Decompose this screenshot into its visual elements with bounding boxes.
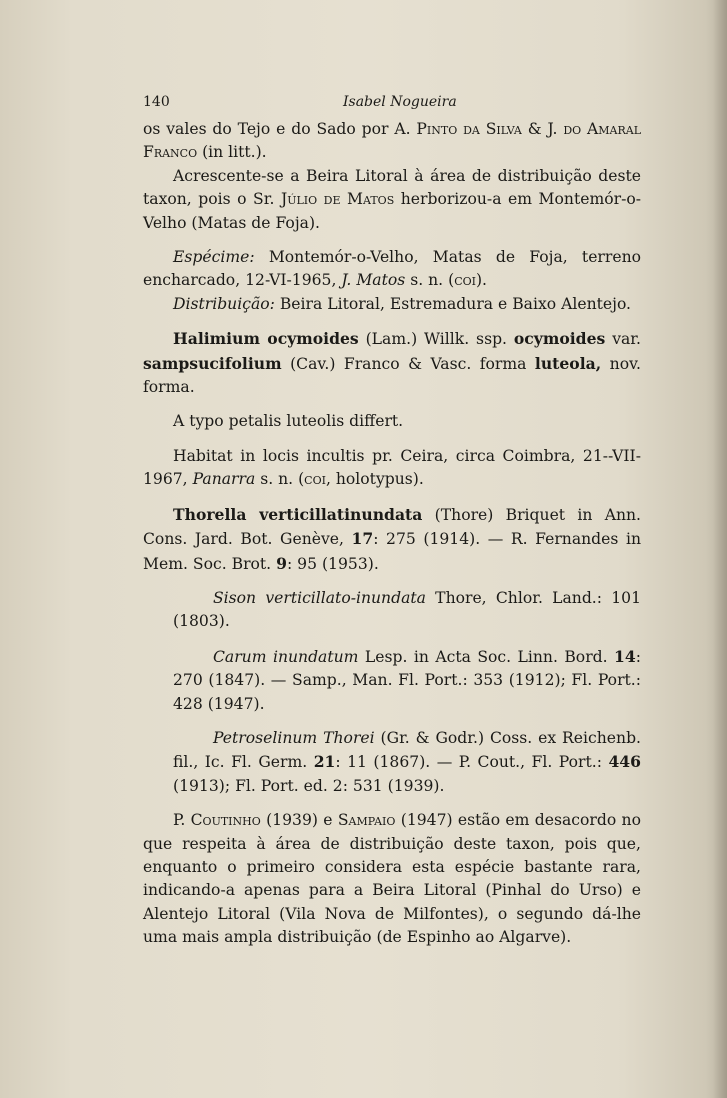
- text-run: (Cav.) Franco & Vasc. forma: [281, 354, 535, 373]
- page-body: [143, 118, 641, 950]
- text-run: (1947) estão em desacordo no que respeita à área de distribuição deste taxon, pois que, enquanto o primeiro considera esta espécie bastante rara, indicando-a apenas para a Beira Litoral (Pinhal do Urso) e Alentejo Litoral (Vila Nova de Milfontes), o segundo dá-lhe uma mais ampla distribuição (de Espinho ao Algarve).: [143, 811, 641, 947]
- text-run: , holotypus).: [325, 470, 424, 489]
- text-run: (Thore) Briquet in Ann. Cons. Jard. Bot. Genève,: [143, 505, 641, 549]
- specimen-label: Espécime:: [173, 248, 255, 267]
- text-run: : 270 (1847). — Samp., Man. Fl. Port.: 353 (1912); Fl. Port.: 428 (1947).: [173, 647, 641, 713]
- taxon-name: Thorella verticillatinundata: [173, 504, 423, 524]
- taxon-name: luteola,: [534, 353, 602, 373]
- text-run: (in litt.).: [197, 143, 267, 162]
- synonym-sison: [173, 587, 641, 634]
- latin-diagnosis: A typo petalis luteolis differt.: [173, 412, 404, 431]
- text-run: (1939) e: [260, 811, 338, 830]
- volume-number: 14: [614, 646, 636, 666]
- text-run: Montemór-o-Velho, Matas de Foja, terreno encharcado, 12-VI-1965,: [143, 248, 641, 290]
- page-edge-shadow: [713, 0, 727, 1098]
- author-name: do Amaral Franco: [143, 120, 642, 162]
- taxon-heading-thorella: [143, 503, 641, 576]
- paragraph-specimen: [143, 246, 641, 293]
- text-run: os vales do Tejo e do Sado por A.: [143, 120, 417, 138]
- text-run: : 95 (1953).: [286, 554, 379, 573]
- text-run: Habitat in locis incultis pr. Ceira, circa Coimbra, 21--VII-1967,: [143, 446, 641, 489]
- text-run: (Gr. & Godr.) Coss. ex Reichenb. fil., Ic. Fl. Germ.: [173, 728, 642, 772]
- synonym-name: Sison verticillato-inundata: [213, 588, 426, 607]
- paragraph-habitat: [143, 445, 641, 492]
- synonym-name: Carum inundatum: [213, 647, 359, 666]
- author-name: P. Coutinho: [173, 811, 261, 830]
- text-run: Thore, Chlor. Land.: 101 (1803).: [173, 588, 642, 631]
- distribution-label: Distribuição:: [173, 294, 275, 313]
- volume-number: 17: [351, 529, 374, 549]
- text-run: Acrescente-se a Beira Litoral à área de distribuição deste taxon, pois o Sr.: [143, 166, 641, 209]
- running-head: Isabel Nogueira: [343, 94, 457, 110]
- text-run: (Lam.) Willk. ssp.: [358, 330, 514, 349]
- text-run: herborizou-a em Montemór-o-Velho (Matas de Foja).: [143, 190, 642, 232]
- text-run: nov. forma.: [143, 354, 641, 397]
- collector-name: J. Matos: [341, 271, 406, 290]
- text-run: var.: [605, 330, 641, 349]
- volume-number: 9: [276, 553, 287, 573]
- author-name: Sampaio: [337, 811, 396, 830]
- paragraph-distribution: [143, 293, 641, 316]
- text-run: Beira Litoral, Estremadura e Baixo Alentejo.: [274, 294, 632, 313]
- taxon-name: sampsucifolium: [143, 353, 282, 373]
- taxon-heading-halimium: [143, 327, 641, 399]
- herbarium-code: coi: [454, 271, 476, 290]
- collector-name: Panarra: [192, 470, 256, 489]
- synonym-petroselinum: [173, 727, 641, 798]
- paragraph-distribution-note: [143, 118, 641, 165]
- collector-name: Júlio de Matos: [280, 190, 395, 209]
- text-run: s. n. (: [255, 470, 305, 489]
- taxon-name: ocymoides: [513, 329, 606, 349]
- author-name: Pinto da Silva: [416, 120, 522, 138]
- text-run: : 275 (1914). — R. Fernandes in Mem. Soc. Brot.: [143, 530, 641, 573]
- volume-number: 446: [608, 752, 641, 772]
- page-header: [143, 94, 583, 114]
- page-number: 140: [143, 94, 170, 110]
- paragraph-addition: [143, 165, 641, 235]
- taxon-name: Halimium ocymoides: [173, 329, 359, 349]
- text-run: Lesp. in Acta Soc. Linn. Bord.: [358, 647, 615, 666]
- synonym-name: Petroselinum Thorei: [213, 728, 375, 747]
- text-run: s. n. (: [405, 271, 455, 290]
- text-run: ).: [475, 271, 488, 290]
- herbarium-code: coi: [304, 470, 326, 489]
- synonym-carum: [173, 645, 641, 716]
- paragraph-discussion: [143, 809, 641, 949]
- text-run: (1913); Fl. Port. ed. 2: 531 (1939).: [173, 776, 445, 795]
- text-run: : 11 (1867). — P. Cout., Fl. Port.:: [335, 753, 609, 772]
- text-run: & J.: [521, 120, 564, 138]
- volume-number: 21: [313, 752, 336, 772]
